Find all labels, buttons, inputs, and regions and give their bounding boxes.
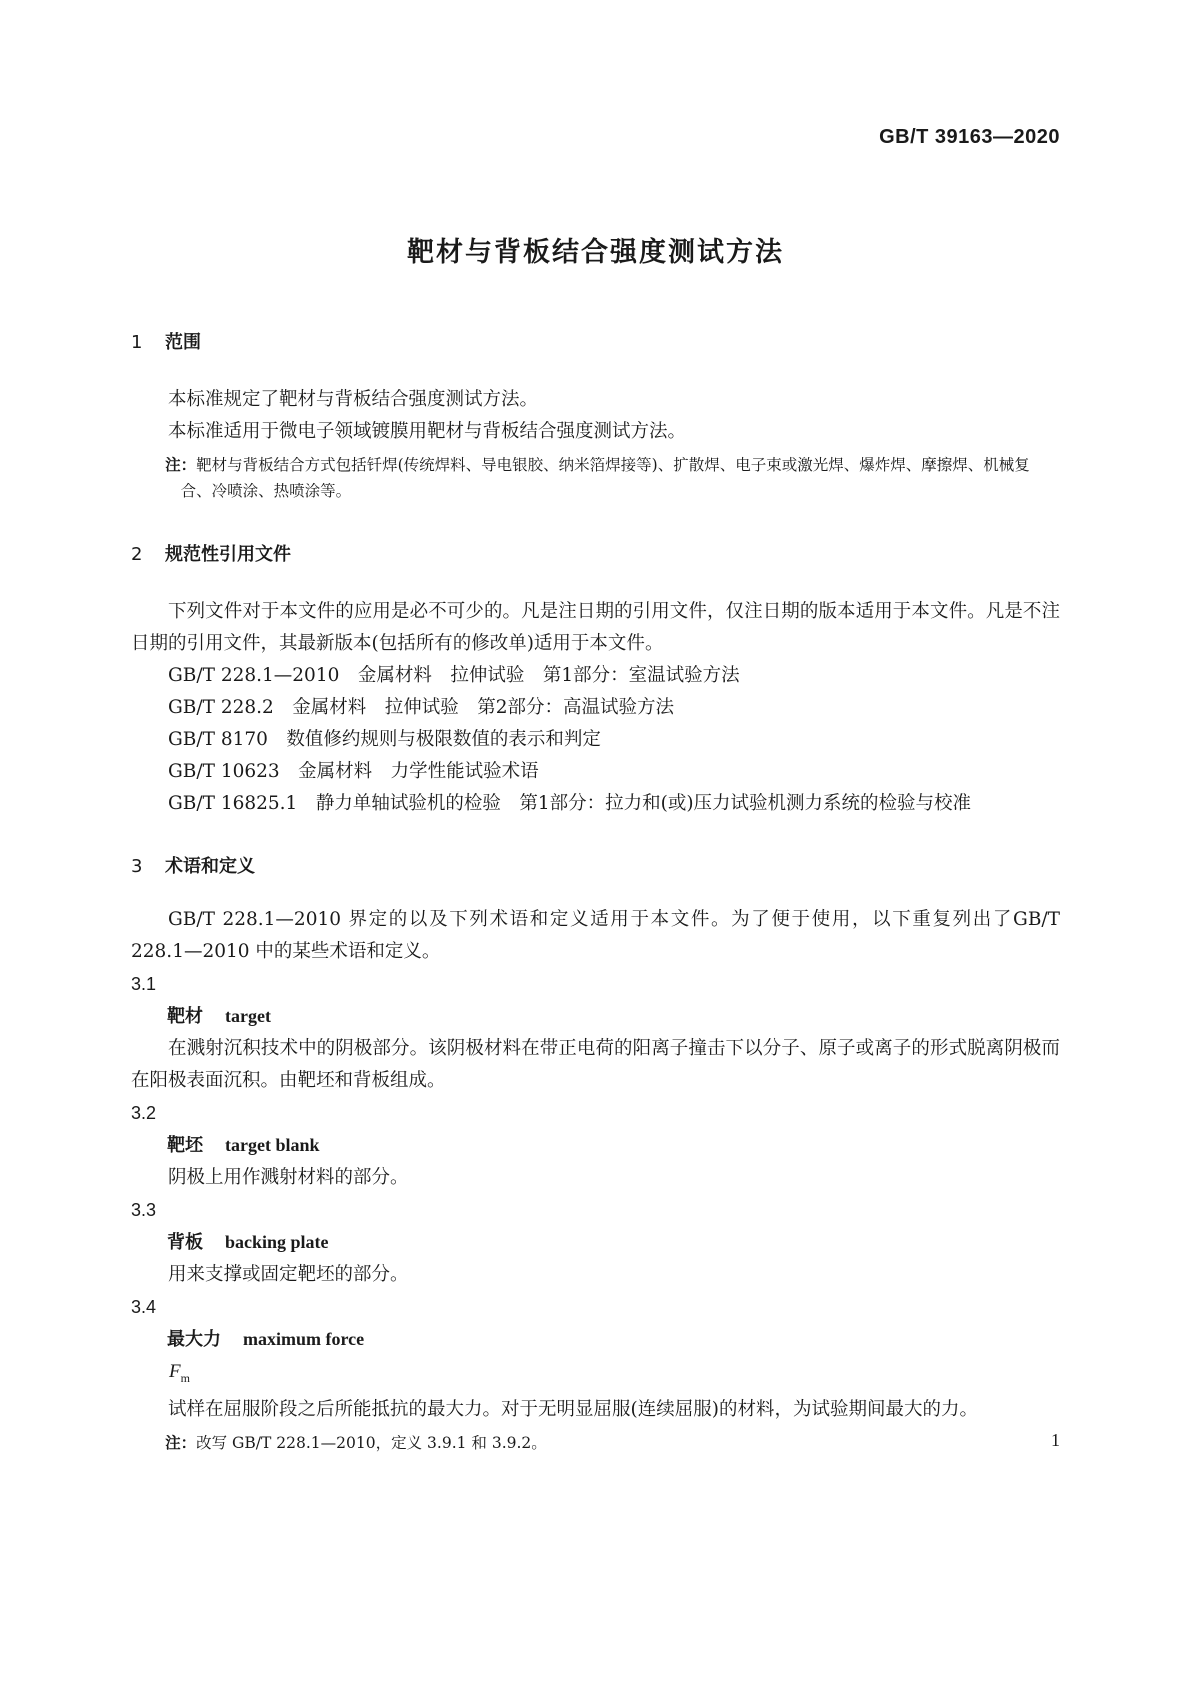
term-definition: 在溅射沉积技术中的阴极部分。该阴极材料在带正电荷的阳离子撞击下以分子、原子或离子的形式脱离阴极而在阳极表面沉积。由靶坯和背板组成。 [131,1038,1060,1091]
paragraph: 本标准规定了靶材与背板结合强度测试方法。 [168,389,539,410]
term-name-en: target [225,1006,271,1026]
note-text: 改写 GB/T 228.1—2010，定义 3.9.1 和 3.9.2。 [196,1433,547,1452]
term-name-en: maximum force [243,1329,365,1349]
term-definition: 阴极上用作溅射材料的部分。 [168,1167,409,1188]
term-name-zh: 靶坯 [167,1135,203,1156]
symbol-subscript: m [180,1370,190,1385]
term-number: 3.4 [131,1297,157,1317]
term-name-zh: 最大力 [167,1329,221,1350]
section-heading [131,850,1060,884]
paragraph: GB/T 228.1—2010 界定的以及下列术语和定义适用于本文件。为了便于使用，以下重复列出了GB/T 228.1—2010 中的某些术语和定义。 [131,909,1060,962]
reference-item: GB/T 228.2 金属材料 拉伸试验 第2部分：高温试验方法 [168,697,675,718]
section-title: 范围 [165,332,201,353]
section-heading [131,538,1060,572]
reference-item: GB/T 10623 金属材料 力学性能试验术语 [168,761,539,782]
term-name [131,1000,1060,1033]
term-number: 3.2 [131,1103,157,1123]
term-name-en: backing plate [225,1232,329,1252]
symbol-letter: F [169,1361,181,1382]
document-body [131,326,1060,1456]
term-name-zh: 背板 [167,1232,203,1253]
standard-code: GB/T 39163—2020 [879,126,1060,148]
note [131,1426,1060,1456]
section-title: 规范性引用文件 [165,544,291,565]
section-number: 2 [131,544,143,565]
term-number: 3.1 [131,974,157,994]
term-name [131,1323,1060,1356]
paragraph: 本标准适用于微电子领域镀膜用靶材与背板结合强度测试方法。 [168,421,687,442]
reference-item: GB/T 16825.1 静力单轴试验机的检验 第1部分：拉力和(或)压力试验机测力系统的检验与校准 [168,793,972,814]
paragraph: 下列文件对于本文件的应用是必不可少的。凡是注日期的引用文件，仅注日期的版本适用于本文件。凡是不注日期的引用文件，其最新版本(包括所有的修改单)适用于本文件。 [131,601,1060,654]
section-heading [131,326,1060,360]
term-symbol [131,1356,1060,1394]
term-definition: 用来支撑或固定靶坯的部分。 [168,1264,409,1285]
term-name-en: target blank [225,1135,320,1155]
term-number: 3.3 [131,1200,157,1220]
term-name-zh: 靶材 [167,1006,203,1027]
note-label: 注： [165,456,197,474]
note-text: 靶材与背板结合方式包括钎焊(传统焊料、导电银胶、纳米箔焊接等)、扩散焊、电子束或激光焊、爆炸焊、摩擦焊、机械复合、冷喷涂、热喷涂等。 [180,456,1030,500]
reference-item: GB/T 8170 数值修约规则与极限数值的表示和判定 [168,729,601,750]
note-label: 注： [165,1433,197,1452]
section-number: 3 [131,856,143,877]
document-title: 靶材与背板结合强度测试方法 [407,237,784,268]
note [131,448,1060,504]
page-number: 1 [1051,1430,1060,1450]
term-definition: 试样在屈服阶段之后所能抵抗的最大力。对于无明显屈服(连续屈服)的材料，为试验期间最大的力。 [168,1398,978,1420]
term-name [131,1129,1060,1162]
reference-item: GB/T 228.1—2010 金属材料 拉伸试验 第1部分：室温试验方法 [168,665,740,686]
section-title: 术语和定义 [165,856,255,877]
term-name [131,1226,1060,1259]
section-number: 1 [131,332,143,353]
